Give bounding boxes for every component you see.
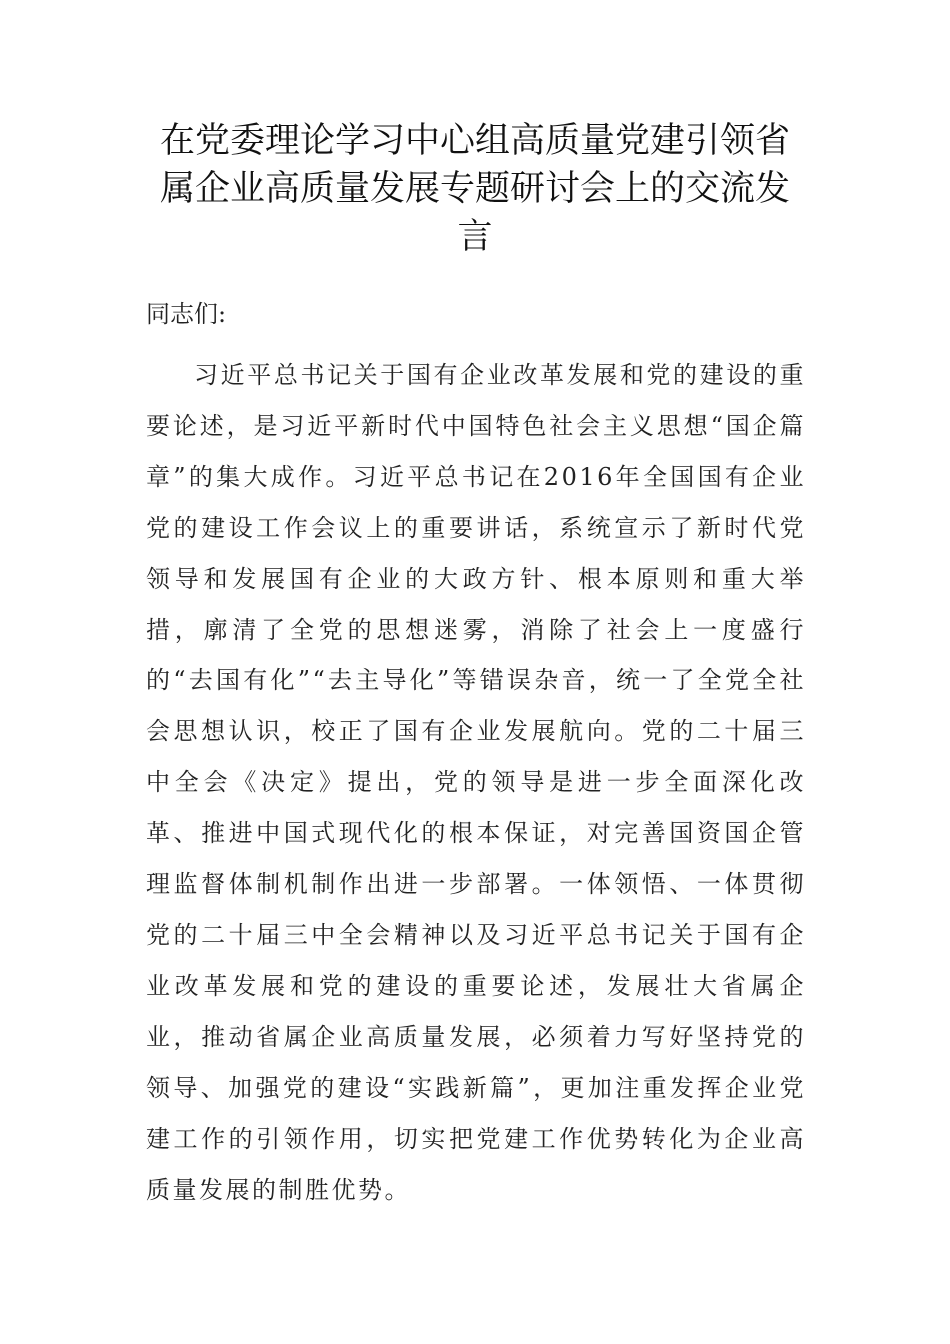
salutation: 同志们:: [146, 300, 227, 328]
body-paragraph: 习近平总书记关于国有企业改革发展和党的建设的重要论述，是习近平新时代中国特色社会主义思想“国企篇章”的集大成作。习近平总书记在2016年全国国有企业党的建设工作会议上的重要讲话，系统宣示了新时代党领导和发展国有企业的大政方针、根本原则和重大举措，廓清了全党的思想迷雾，消除了社会上一度盛行的“去国有化”“去主导化”等错误杂音，统一了全党全社会思想认识，校正了国有企业发展航向。党的二十届三中全会《决定》提出，党的领导是进一步全面深化改革、推进中国式现代化的根本保证，对完善国资国企管理监督体制机制作出进一步部署。一体领悟、一体贯彻党的二十届三中全会精神以及习近平总书记关于国有企业改革发展和党的建设的重要论述，发展壮大省属企业，推动省属企业高质量发展，必须着力写好坚持党的领导、加强党的建设“实践新篇”，更加注重发挥企业党建工作的引领作用，切实把党建工作优势转化为企业高质量发展的制胜优势。: [146, 361, 806, 1204]
document-title: 在党委理论学习中心组高质量党建引领省属企业高质量发展专题研讨会上的交流发言: [159, 121, 790, 257]
